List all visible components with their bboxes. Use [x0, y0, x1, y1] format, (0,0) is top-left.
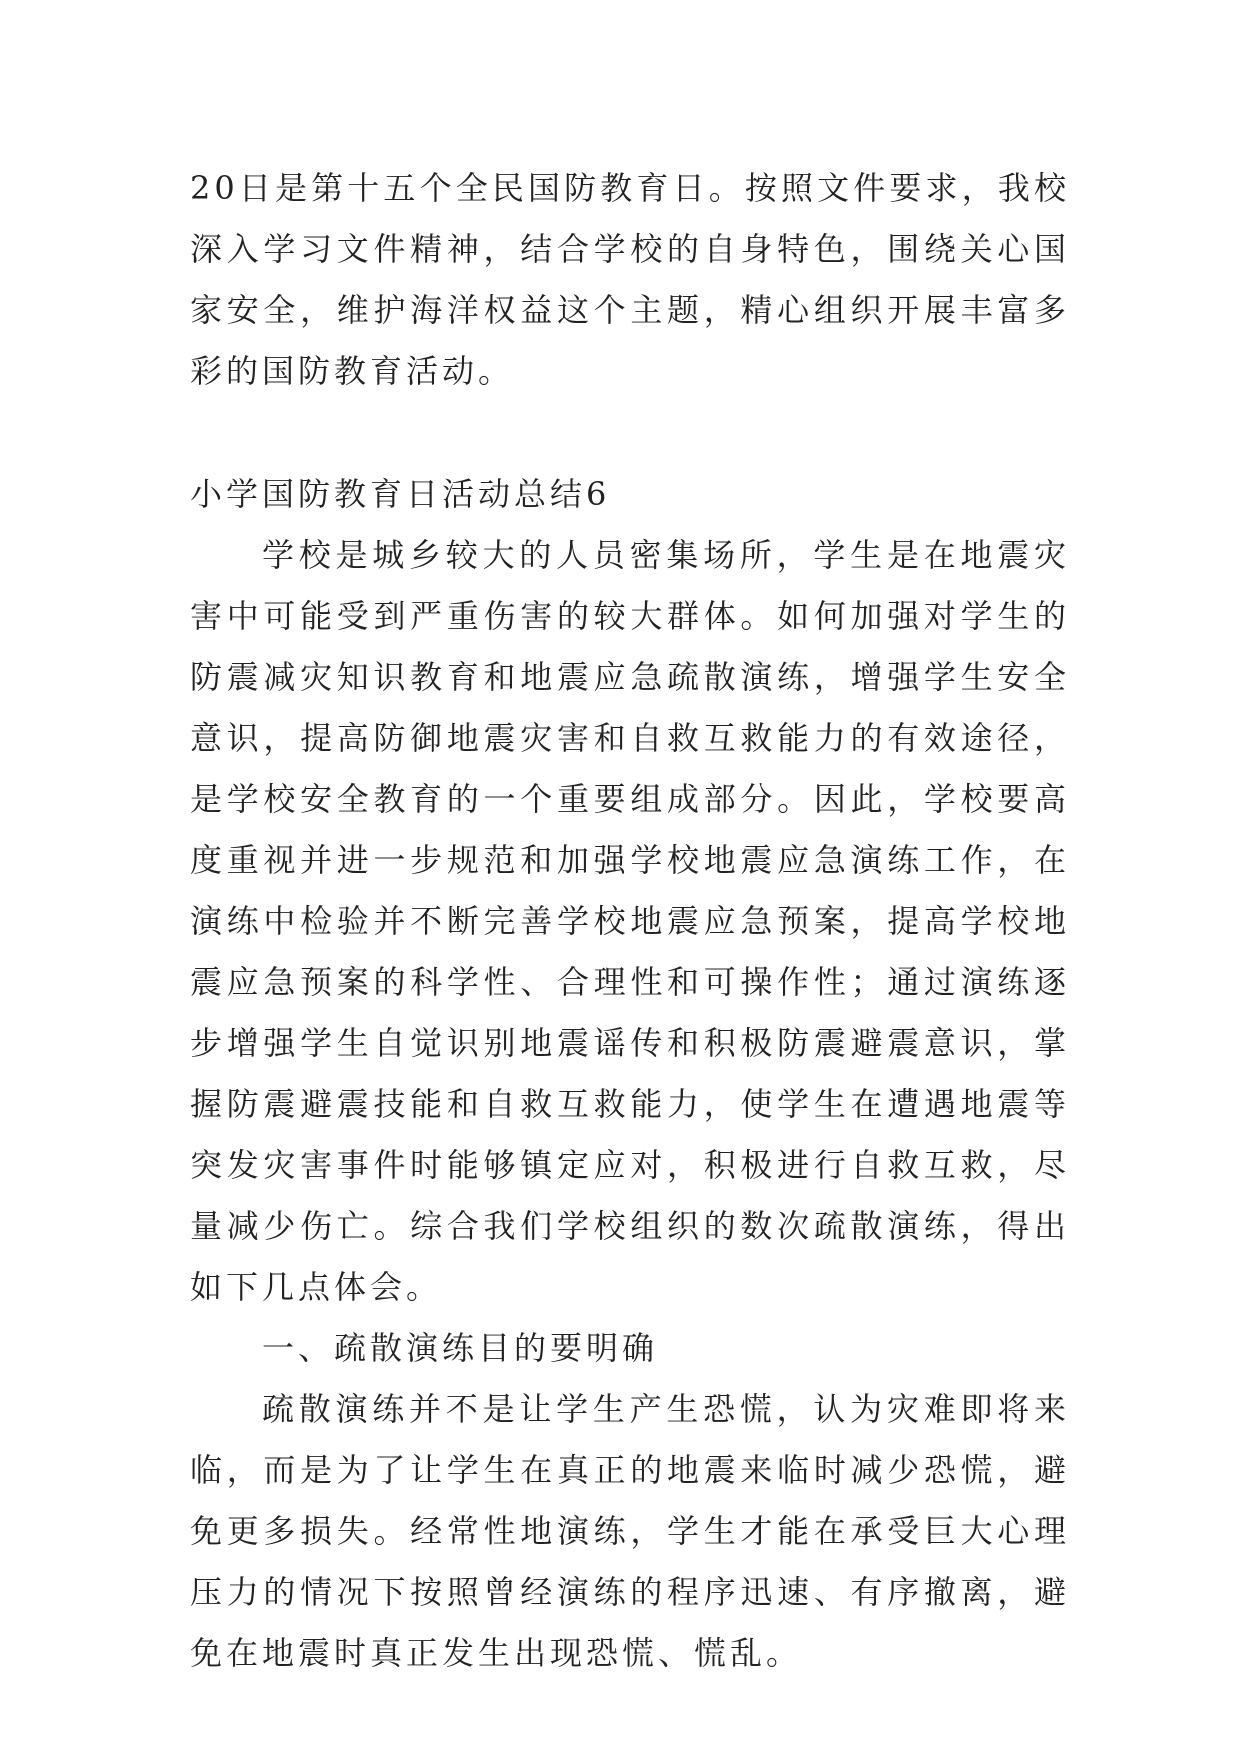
body-paragraph: 疏散演练并不是让学生产生恐慌，认为灾难即将来临，而是为了让学生在真正的地震来临时减少恐慌，避免更多损失。经常性地演练，学生才能在承受巨大心理压力的情况下按照曾经演练的程序迅速、有序撤离，避免在地震时真正发生出现恐慌、慌乱。 — [190, 1390, 1070, 1672]
intro-paragraph: 20日是第十五个全民国防教育日。按照文件要求，我校深入学习文件精神，结合学校的自身特色，围绕关心国家安全，维护海洋权益这个主题，精心组织开展丰富多彩的国防教育活动。 — [190, 169, 1070, 390]
document-body — [190, 158, 1070, 1684]
section-title: 小学国防教育日活动总结6 — [190, 475, 611, 513]
subheading: 一、疏散演练目的要明确 — [262, 1329, 659, 1367]
body-paragraph: 学校是城乡较大的人员密集场所，学生是在地震灾害中可能受到严重伤害的较大群体。如何加强对学生的防震减灾知识教育和地震应急疏散演练，增强学生安全意识，提高防御地震灾害和自救互救能力的有效途径，是学校安全教育的一个重要组成部分。因此，学校要高度重视并进一步规范和加强学校地震应急演练工作，在演练中检验并不断完善学校地震应急预案，提高学校地震应急预案的科学性、合理性和可操作性；通过演练逐步增强学生自觉识别地震谣传和积极防震避震意识，掌握防震避震技能和自救互救能力，使学生在遭遇地震等突发灾害事件时能够镇定应对，积极进行自救互救，尽量减少伤亡。综合我们学校组织的数次疏散演练，得出如下几点体会。 — [190, 536, 1070, 1306]
